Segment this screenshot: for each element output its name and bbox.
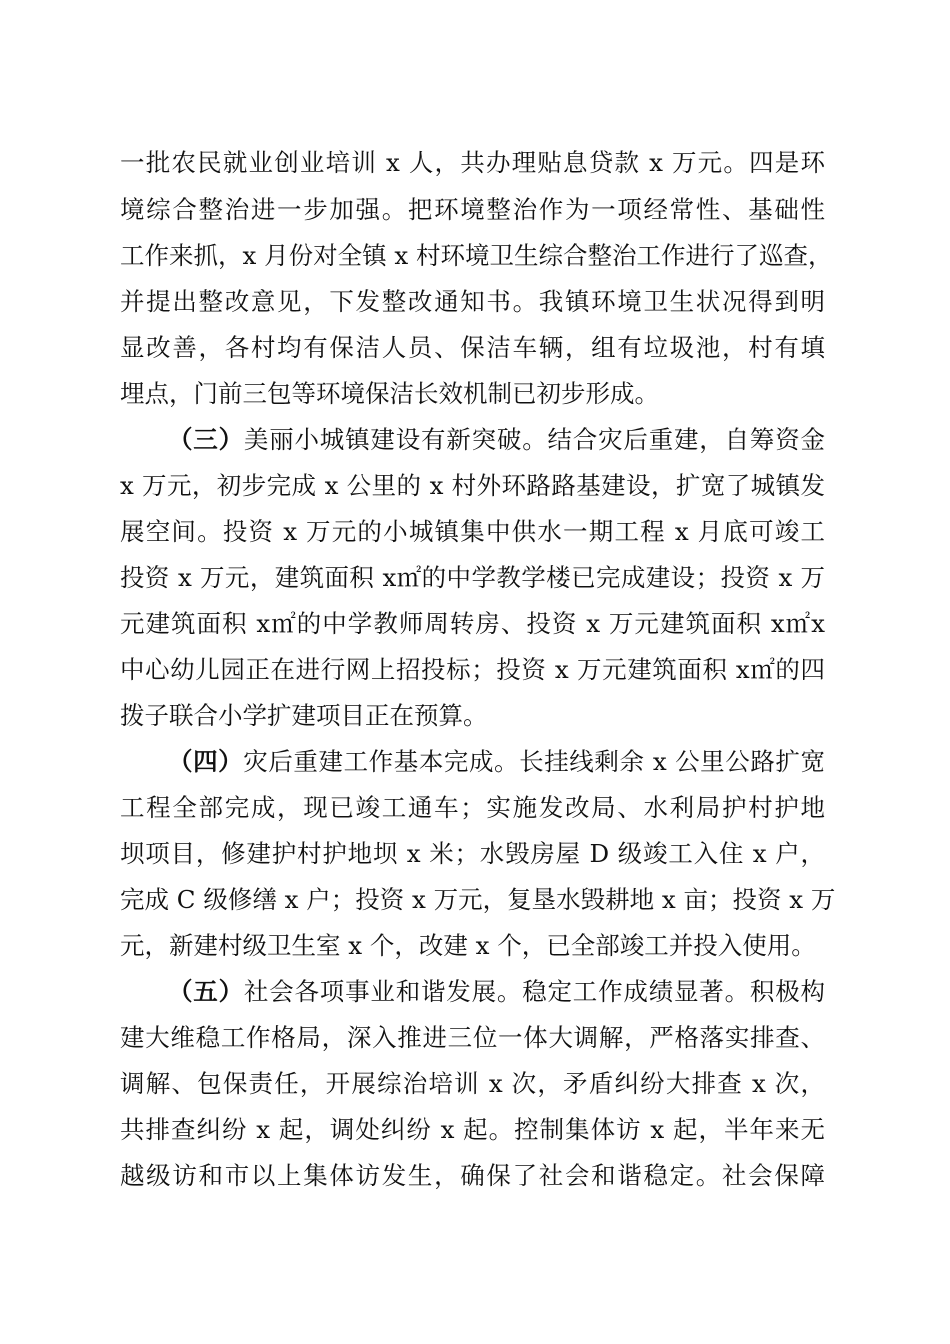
text-line: 显改善，各村均有保洁人员、保洁车辆，组有垃圾池，村有填: [120, 333, 825, 362]
text-line: 并提出整改意见，下发整改通知书。我镇环境卫生状况得到明: [120, 287, 825, 316]
section-heading-line: [168, 972, 825, 1012]
text-line: 元，新建村级卫生室 x 个，改建 x 个，已全部竣工并投入使用。: [120, 931, 816, 960]
text-line: 中心幼儿园正在进行网上招投标；投资 x 万元建筑面积 x㎡的四: [120, 655, 825, 684]
text-line: 境综合整治进一步加强。把环境整治作为一项经常性、基础性: [120, 195, 825, 224]
text-line: 工作来抓，x 月份对全镇 x 村环境卫生综合整治工作进行了巡查，: [120, 241, 833, 270]
text-line: 坝项目，修建护村护地坝 x 米；水毁房屋 D 级竣工入住 x 户，: [120, 839, 825, 868]
text-line: x 万元，初步完成 x 公里的 x 村外环路路基建设，扩宽了城镇发: [120, 471, 825, 500]
section-heading-line: [168, 742, 825, 782]
section-number: （三）: [168, 425, 244, 454]
text-line: 拨子联合小学扩建项目正在预算。: [120, 701, 488, 730]
text-line: 投资 x 万元，建筑面积 x㎡的中学教学楼已完成建设；投资 x 万: [120, 563, 825, 592]
section-number: （四）: [168, 747, 244, 776]
section-text: 社会各项事业和谐发展。稳定工作成绩显著。积极构: [243, 977, 826, 1006]
section-text: 美丽小城镇建设有新突破。结合灾后重建，自筹资金: [243, 425, 826, 454]
text-line: 展空间。投资 x 万元的小城镇集中供水一期工程 x 月底可竣工: [120, 517, 825, 546]
text-line: 完成 C 级修缮 x 户；投资 x 万元，复垦水毁耕地 x 亩；投资 x 万: [120, 885, 836, 914]
text-line: 调解、包保责任，开展综治培训 x 次，矛盾纠纷大排查 x 次，: [120, 1069, 825, 1098]
section-text: 灾后重建工作基本完成。长挂线剩余 x 公里公路扩宽: [243, 747, 826, 776]
section-number: （五）: [168, 977, 244, 1006]
section-heading-line: [168, 420, 825, 460]
text-line: 工程全部完成，现已竣工通车；实施发改局、水利局护村护地: [120, 793, 825, 822]
text-line: 一批农民就业创业培训 x 人，共办理贴息贷款 x 万元。四是环: [120, 148, 825, 177]
text-line: 元建筑面积 x㎡的中学教师周转房、投资 x 万元建筑面积 x㎡x: [120, 609, 825, 638]
text-line: 埋点，门前三包等环境保洁长效机制已初步形成。: [120, 379, 659, 408]
text-line: 越级访和市以上集体访发生，确保了社会和谐稳定。社会保障: [120, 1161, 825, 1190]
text-line: 建大维稳工作格局，深入推进三位一体大调解，严格落实排查、: [120, 1023, 825, 1052]
text-line: 共排查纠纷 x 起，调处纠纷 x 起。控制集体访 x 起，半年来无: [120, 1115, 825, 1144]
